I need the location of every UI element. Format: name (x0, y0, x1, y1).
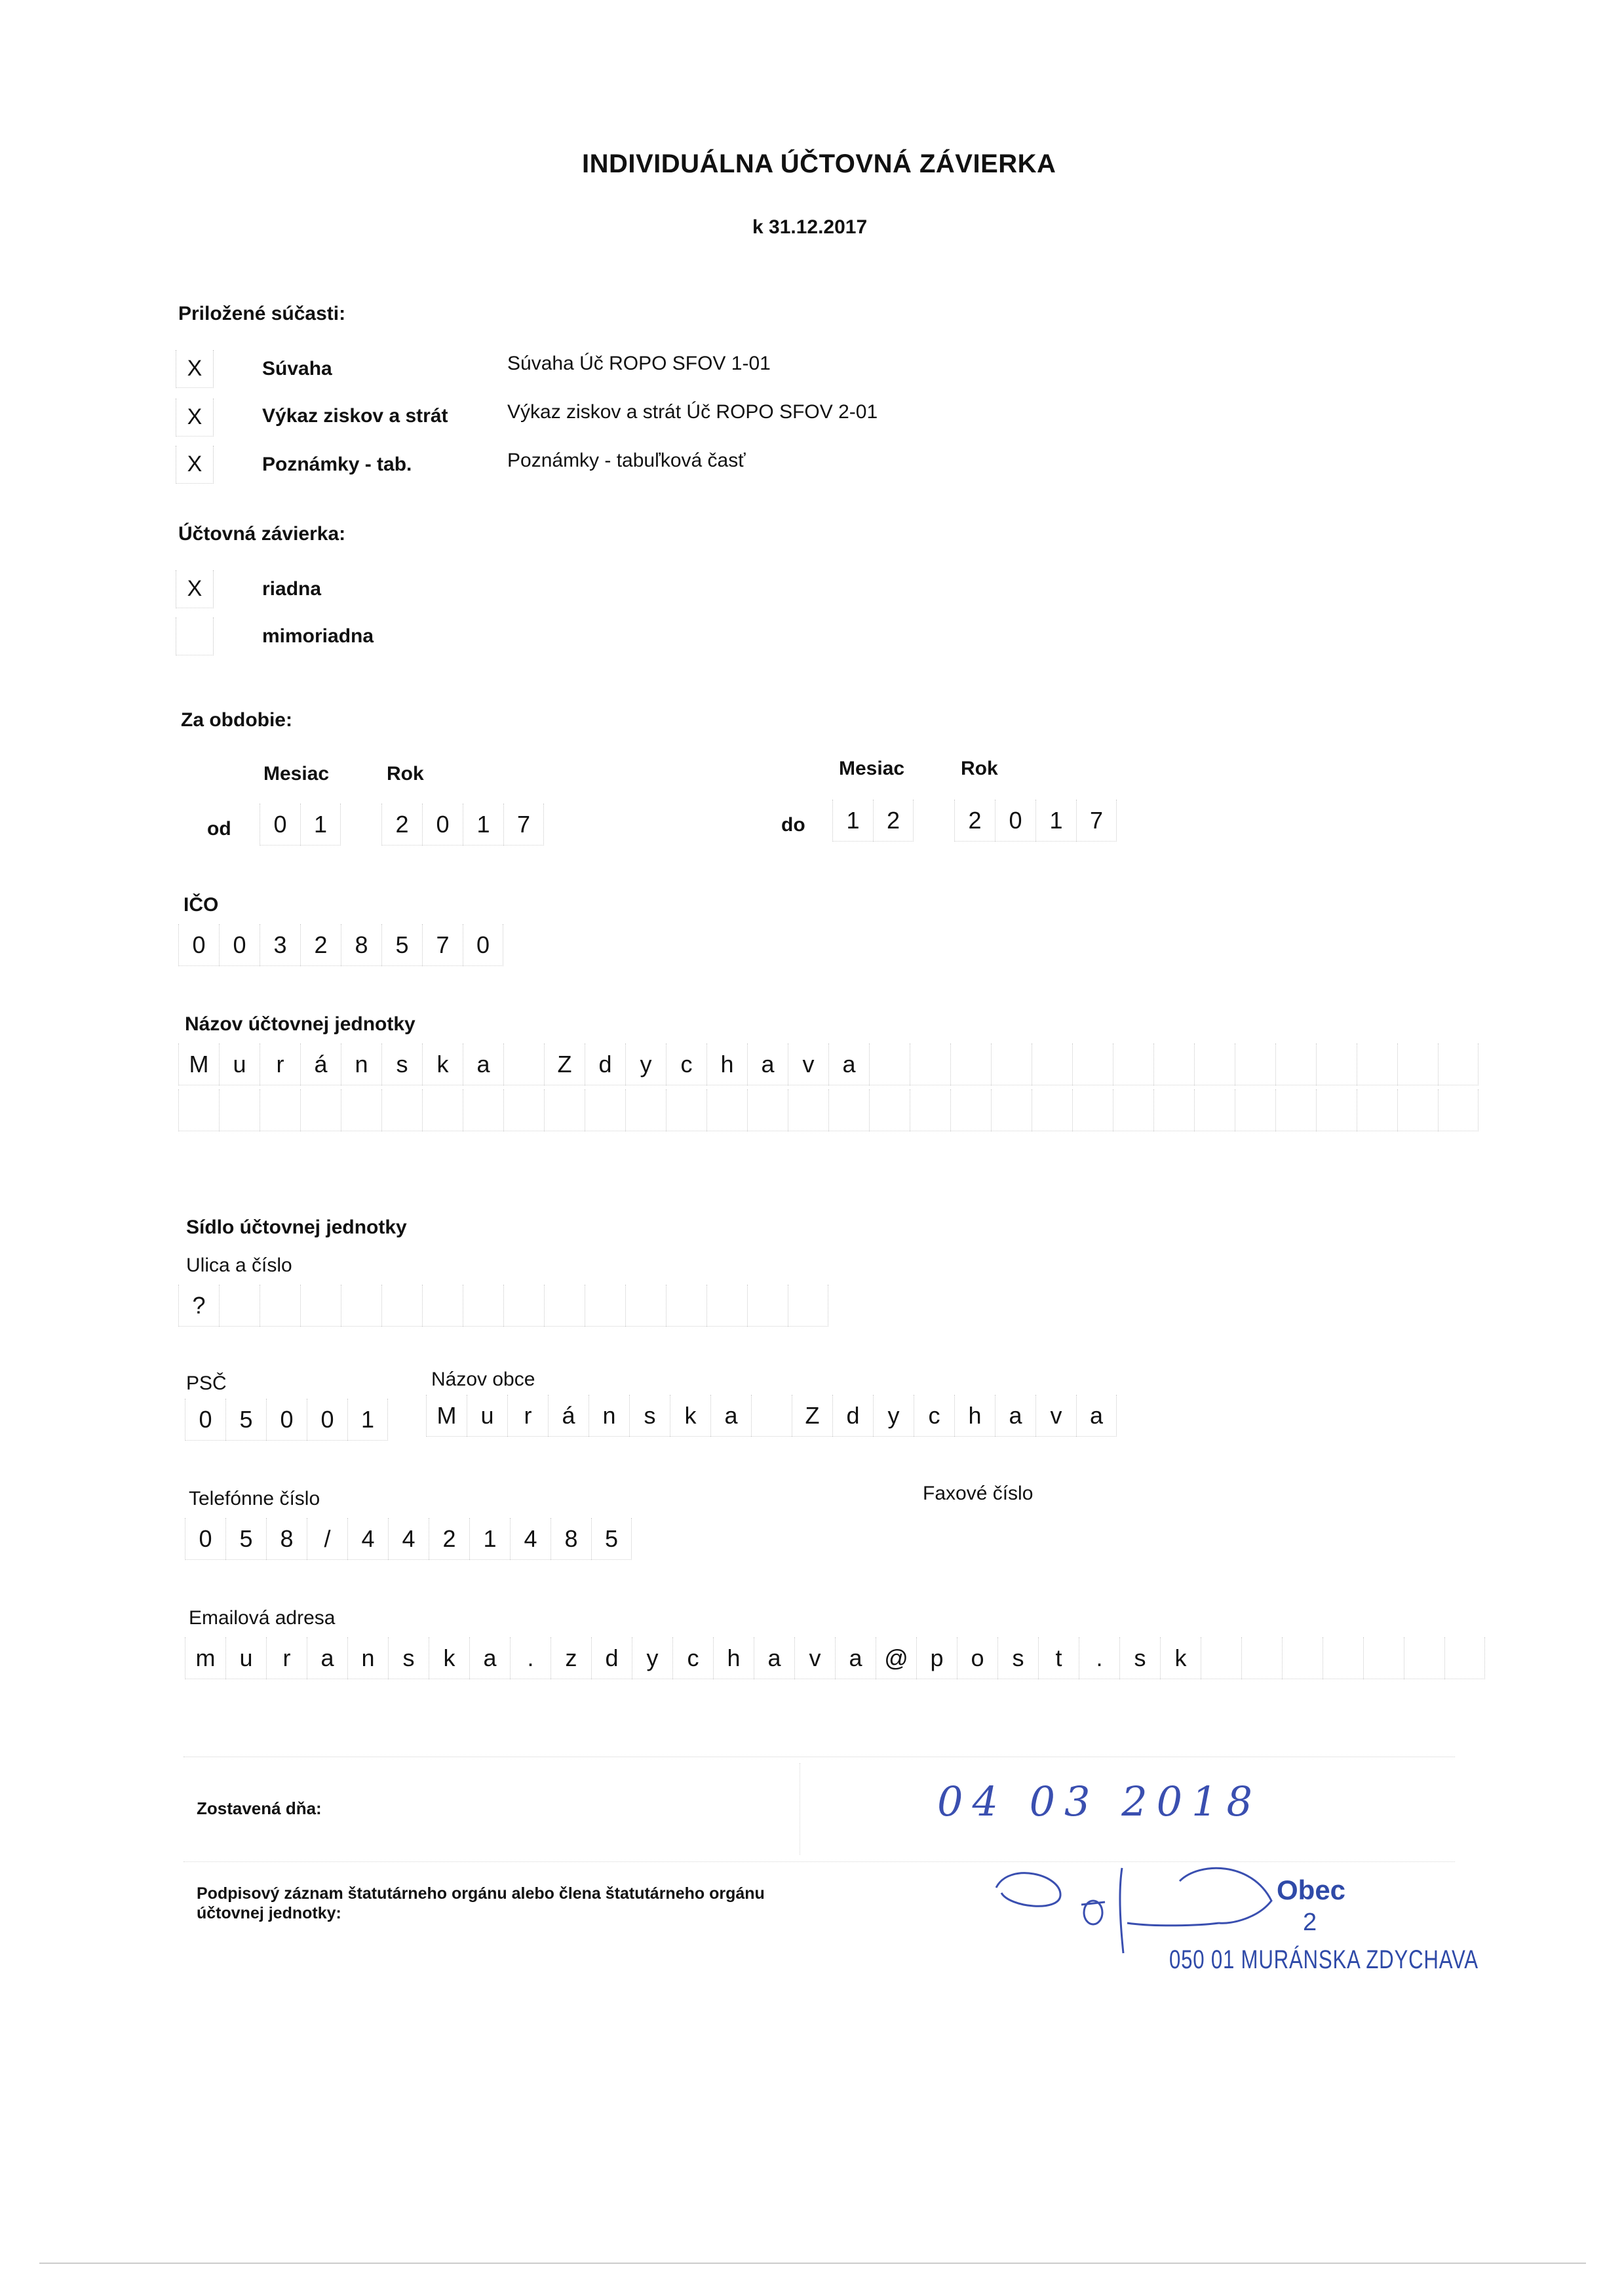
char-cell (1316, 1043, 1357, 1085)
attachment-checkbox-suvaha[interactable]: X (176, 350, 214, 388)
statement-option-mimoriadna: mimoriadna (262, 625, 374, 647)
digit-cell: 0 (422, 804, 463, 846)
statement-checkbox-riadna[interactable]: X (176, 570, 214, 608)
char-cell: h (706, 1043, 747, 1085)
char-cell: s (388, 1637, 429, 1679)
town-label: Názov obce (431, 1369, 535, 1390)
char-cell (1323, 1637, 1363, 1679)
char-cell: o (957, 1637, 997, 1679)
char-cell (1404, 1637, 1444, 1679)
char-cell: r (507, 1395, 548, 1437)
period-from-month[interactable] (260, 804, 341, 846)
digit-cell: 7 (1076, 800, 1117, 842)
char-cell (544, 1089, 585, 1131)
char-cell (910, 1043, 950, 1085)
period-to-month-label: Mesiac (839, 758, 905, 779)
char-cell (503, 1043, 544, 1085)
char-cell: u (467, 1395, 507, 1437)
char-cell (1357, 1089, 1397, 1131)
digit-cell: 3 (260, 924, 300, 966)
char-cell (1275, 1089, 1316, 1131)
char-cell (1438, 1089, 1479, 1131)
char-cell: p (916, 1637, 957, 1679)
char-cell: a (995, 1395, 1035, 1437)
char-cell (178, 1089, 219, 1131)
stamp-line-3: 050 01 MURÁNSKA ZDYCHAVA (1169, 1945, 1479, 1974)
compiled-label: Zostavená dňa: (197, 1798, 322, 1818)
char-cell: z (551, 1637, 591, 1679)
char-cell (1282, 1637, 1323, 1679)
char-cell: d (832, 1395, 873, 1437)
compiled-date-handwritten: 04 03 2018 (937, 1778, 1262, 1825)
char-cell (706, 1285, 747, 1327)
phone-label: Telefónne číslo (189, 1488, 320, 1509)
char-cell: m (185, 1637, 225, 1679)
attachment-checkbox-vykaz[interactable]: X (176, 399, 214, 437)
char-cell (828, 1089, 869, 1131)
char-cell (950, 1043, 991, 1085)
char-cell (1201, 1637, 1241, 1679)
char-cell (666, 1089, 706, 1131)
digit-cell: 5 (591, 1518, 632, 1560)
digit-cell: 0 (185, 1518, 225, 1560)
attachment-desc-suvaha: Súvaha Úč ROPO SFOV 1-01 (507, 353, 771, 374)
char-cell (1397, 1089, 1438, 1131)
char-cell: v (794, 1637, 835, 1679)
char-cell: c (914, 1395, 954, 1437)
stamp-line-1: Obec (1277, 1875, 1346, 1905)
digit-cell: 0 (307, 1399, 347, 1441)
char-cell: v (1035, 1395, 1076, 1437)
ico-label: IČO (184, 894, 219, 916)
digit-cell: 0 (185, 1399, 225, 1441)
char-cell: a (710, 1395, 751, 1437)
entity-name-label: Názov účtovnej jednotky (185, 1013, 416, 1035)
char-cell: s (381, 1043, 422, 1085)
char-cell: a (307, 1637, 347, 1679)
digit-cell: 0 (995, 800, 1035, 842)
digit-cell: 1 (347, 1399, 388, 1441)
char-cell (1113, 1043, 1153, 1085)
char-cell: ? (178, 1285, 219, 1327)
digit-cell: 0 (463, 924, 503, 966)
town-field[interactable] (426, 1395, 1117, 1437)
attachment-desc-poznamky: Poznámky - tabuľková časť (507, 450, 746, 471)
char-cell (1444, 1637, 1485, 1679)
char-cell (463, 1089, 503, 1131)
char-cell: . (510, 1637, 551, 1679)
char-cell: u (219, 1043, 260, 1085)
period-from-month-label: Mesiac (263, 763, 330, 785)
char-cell (463, 1285, 503, 1327)
period-to-label: do (781, 814, 805, 836)
char-cell: Z (792, 1395, 832, 1437)
email-label: Emailová adresa (189, 1607, 336, 1629)
digit-cell: 0 (178, 924, 219, 966)
digit-cell: / (307, 1518, 347, 1560)
signature-label: Podpisový záznam štatutárneho orgánu alebo člena štatutárneho orgánu účtovnej jednotky: (197, 1884, 765, 1922)
period-to-year-label: Rok (961, 758, 998, 779)
char-cell: h (713, 1637, 754, 1679)
digit-cell: 2 (954, 800, 995, 842)
digit-cell: 4 (388, 1518, 429, 1560)
char-cell: h (954, 1395, 995, 1437)
statement-option-riadna: riadna (262, 578, 322, 600)
ico-field[interactable] (178, 924, 503, 966)
attachment-checkbox-poznamky[interactable]: X (176, 446, 214, 484)
char-cell: u (225, 1637, 266, 1679)
char-cell (1072, 1089, 1113, 1131)
char-cell (1275, 1043, 1316, 1085)
attachment-desc-vykaz: Výkaz ziskov a strát Úč ROPO SFOV 2-01 (507, 401, 878, 423)
char-cell: v (788, 1043, 828, 1085)
char-cell (1357, 1043, 1397, 1085)
psc-label: PSČ (186, 1372, 227, 1394)
psc-field[interactable] (185, 1399, 388, 1441)
char-cell (1194, 1043, 1235, 1085)
char-cell (585, 1285, 625, 1327)
char-cell (422, 1089, 463, 1131)
char-cell (625, 1089, 666, 1131)
char-cell: a (469, 1637, 510, 1679)
char-cell (544, 1285, 585, 1327)
entity-name-field[interactable] (178, 1043, 1479, 1085)
char-cell: k (670, 1395, 710, 1437)
char-cell (869, 1043, 910, 1085)
char-cell (1397, 1043, 1438, 1085)
char-cell (751, 1395, 792, 1437)
street-field[interactable] (178, 1285, 828, 1327)
char-cell: a (835, 1637, 876, 1679)
char-cell: y (625, 1043, 666, 1085)
char-cell: c (672, 1637, 713, 1679)
char-cell: á (300, 1043, 341, 1085)
char-cell (1032, 1043, 1072, 1085)
char-cell: r (266, 1637, 307, 1679)
char-cell: a (463, 1043, 503, 1085)
digit-cell: 8 (341, 924, 381, 966)
char-cell (300, 1285, 341, 1327)
char-cell: y (873, 1395, 914, 1437)
fax-label: Faxové číslo (923, 1483, 1034, 1504)
char-cell (381, 1285, 422, 1327)
digit-cell: 1 (1035, 800, 1076, 842)
char-cell: M (426, 1395, 467, 1437)
digit-cell: 2 (300, 924, 341, 966)
digit-cell: 2 (429, 1518, 469, 1560)
char-cell: s (629, 1395, 670, 1437)
char-cell (1032, 1089, 1072, 1131)
digit-cell: 0 (266, 1399, 307, 1441)
char-cell (503, 1089, 544, 1131)
char-cell (1235, 1089, 1275, 1131)
digit-cell: 5 (225, 1518, 266, 1560)
char-cell: s (1119, 1637, 1160, 1679)
char-cell (991, 1043, 1032, 1085)
char-cell (219, 1285, 260, 1327)
digit-cell: 2 (873, 800, 914, 842)
char-cell: Z (544, 1043, 585, 1085)
char-cell: t (1038, 1637, 1079, 1679)
period-from-label: od (207, 818, 231, 840)
char-cell (869, 1089, 910, 1131)
char-cell (219, 1089, 260, 1131)
char-cell (341, 1285, 381, 1327)
digit-cell: 0 (260, 804, 300, 846)
char-cell: r (260, 1043, 300, 1085)
char-cell (585, 1089, 625, 1131)
digit-cell: 4 (347, 1518, 388, 1560)
page-bottom-rule (39, 2263, 1586, 2264)
char-cell: a (754, 1637, 794, 1679)
street-label: Ulica a číslo (186, 1254, 292, 1276)
char-cell (1153, 1043, 1194, 1085)
char-cell: k (429, 1637, 469, 1679)
email-field[interactable] (185, 1637, 1485, 1679)
phone-field[interactable] (185, 1518, 632, 1560)
char-cell (341, 1089, 381, 1131)
char-cell (788, 1089, 828, 1131)
char-cell (706, 1089, 747, 1131)
char-cell: @ (876, 1637, 916, 1679)
char-cell: . (1079, 1637, 1119, 1679)
char-cell (260, 1285, 300, 1327)
char-cell (260, 1089, 300, 1131)
char-cell: M (178, 1043, 219, 1085)
attachment-name-suvaha: Súvaha (262, 358, 332, 379)
char-cell (1241, 1637, 1282, 1679)
char-cell: k (422, 1043, 463, 1085)
char-cell (1316, 1089, 1357, 1131)
digit-cell: 5 (225, 1399, 266, 1441)
char-cell (1235, 1043, 1275, 1085)
period-from-year-label: Rok (387, 763, 424, 785)
char-cell (300, 1089, 341, 1131)
period-heading: Za obdobie: (181, 709, 292, 731)
char-cell: d (591, 1637, 632, 1679)
char-cell: á (548, 1395, 589, 1437)
digit-cell: 1 (300, 804, 341, 846)
char-cell (747, 1089, 788, 1131)
char-cell: a (747, 1043, 788, 1085)
period-to-month[interactable] (832, 800, 914, 842)
digit-cell: 1 (832, 800, 873, 842)
address-heading: Sídlo účtovnej jednotky (186, 1216, 407, 1238)
attachment-name-vykaz: Výkaz ziskov a strát (262, 405, 448, 427)
digit-cell: 4 (510, 1518, 551, 1560)
entity-name-field-row2[interactable] (178, 1089, 1479, 1131)
char-cell (422, 1285, 463, 1327)
document-title: INDIVIDUÁLNA ÚČTOVNÁ ZÁVIERKA (582, 149, 1056, 178)
char-cell (503, 1285, 544, 1327)
char-cell: a (1076, 1395, 1117, 1437)
char-cell (1072, 1043, 1113, 1085)
digit-cell: 8 (551, 1518, 591, 1560)
period-from-year[interactable] (381, 804, 544, 846)
statement-checkbox-mimoriadna[interactable] (176, 617, 214, 655)
char-cell (1438, 1043, 1479, 1085)
char-cell: d (585, 1043, 625, 1085)
char-cell (991, 1089, 1032, 1131)
digit-cell: 7 (422, 924, 463, 966)
char-cell (1194, 1089, 1235, 1131)
document-date: k 31.12.2017 (752, 216, 868, 238)
char-cell: n (341, 1043, 381, 1085)
char-cell (666, 1285, 706, 1327)
digit-cell: 2 (381, 804, 422, 846)
period-to-year[interactable] (954, 800, 1117, 842)
digit-cell: 7 (503, 804, 544, 846)
statement-type-heading: Účtovná závierka: (178, 523, 346, 545)
stamp-line-2: 2 (1303, 1909, 1317, 1936)
char-cell (1153, 1089, 1194, 1131)
char-cell: c (666, 1043, 706, 1085)
digit-cell: 5 (381, 924, 422, 966)
digit-cell: 0 (219, 924, 260, 966)
attachment-name-poznamky: Poznámky - tab. (262, 454, 412, 475)
digit-cell: 1 (463, 804, 503, 846)
digit-cell: 8 (266, 1518, 307, 1560)
char-cell (910, 1089, 950, 1131)
char-cell (950, 1089, 991, 1131)
char-cell: y (632, 1637, 672, 1679)
char-cell (381, 1089, 422, 1131)
char-cell: k (1160, 1637, 1201, 1679)
char-cell (1363, 1637, 1404, 1679)
char-cell: s (997, 1637, 1038, 1679)
char-cell: a (828, 1043, 869, 1085)
char-cell (788, 1285, 828, 1327)
char-cell: n (589, 1395, 629, 1437)
attachments-heading: Priložené súčasti: (178, 303, 346, 324)
char-cell (625, 1285, 666, 1327)
char-cell (747, 1285, 788, 1327)
digit-cell: 1 (469, 1518, 510, 1560)
char-cell: n (347, 1637, 388, 1679)
char-cell (1113, 1089, 1153, 1131)
